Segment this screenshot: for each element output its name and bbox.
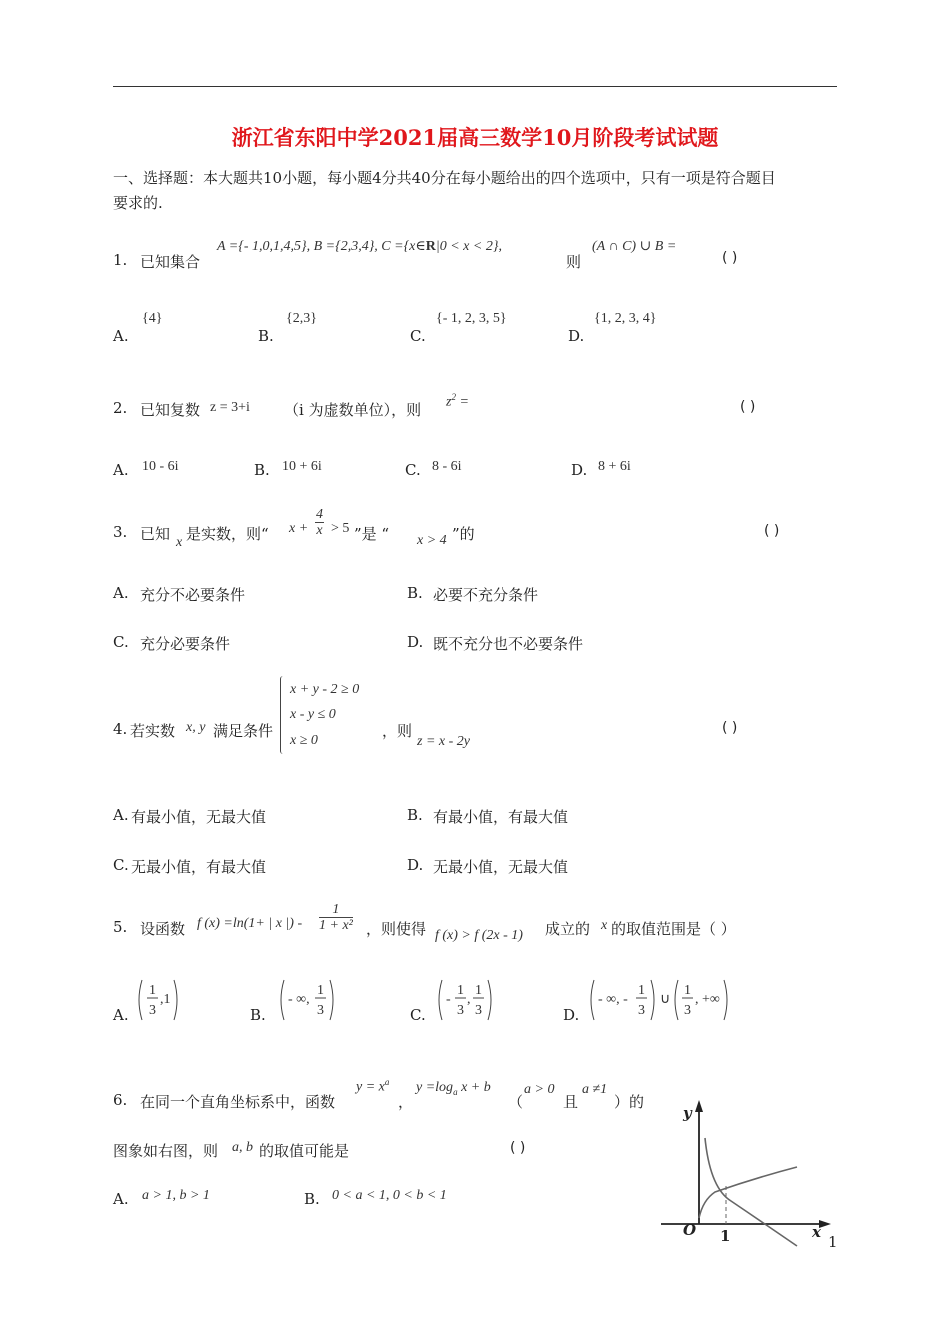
q3-text-real: 是实数，则“ bbox=[186, 525, 269, 543]
q4-option-a-value: 有最小值，无最大值 bbox=[131, 808, 267, 826]
graph-y-arrow bbox=[695, 1100, 703, 1112]
q3-text-is: ”是 “ bbox=[354, 525, 390, 543]
q6-option-a-value: a > 1, b > 1 bbox=[142, 1188, 210, 1203]
section-instructions-line2: 要求的. bbox=[113, 194, 163, 212]
q4-text: 若实数 bbox=[130, 722, 176, 740]
q6-cond-close: ）的 bbox=[614, 1093, 645, 1111]
q1-option-d-label: D. bbox=[568, 327, 585, 345]
svg-text:1: 1 bbox=[457, 983, 464, 998]
graph-x-label: x bbox=[812, 1223, 821, 1241]
q1-expression: (A ∩ C) ∪ B = bbox=[592, 239, 677, 254]
svg-text:-: - bbox=[446, 992, 451, 1007]
q3-answer-paren: ( ) bbox=[764, 523, 780, 539]
q6-line2-text: 图象如右图，则 bbox=[113, 1142, 219, 1160]
q6-cond-a-positive: a > 0 bbox=[524, 1082, 555, 1097]
svg-text:3: 3 bbox=[638, 1003, 645, 1018]
page-number: 1 bbox=[828, 1233, 838, 1251]
q5-text-holds: 成立的 bbox=[545, 920, 591, 938]
q4-constraint-3: x ≥ 0 bbox=[290, 733, 318, 748]
header-rule bbox=[113, 86, 837, 87]
svg-text:- ∞, -: - ∞, - bbox=[598, 992, 628, 1007]
q2-z-squared: $z^2$ = bbox=[446, 392, 469, 410]
q3-option-c-label: C. bbox=[113, 633, 129, 651]
q1-answer-paren: ( ) bbox=[722, 250, 738, 266]
page-title: 浙江省东阳中学2021届高三数学10月阶段考试试题 bbox=[231, 125, 719, 150]
q4-answer-paren: ( ) bbox=[722, 720, 738, 736]
svg-text:1: 1 bbox=[149, 983, 156, 998]
q1-option-c-value: {- 1, 2, 3, 5} bbox=[436, 311, 507, 326]
q6-line2-text-b: 的取值可能是 bbox=[259, 1142, 350, 1160]
q1-option-a-value: {4} bbox=[142, 311, 163, 326]
q4-option-b-label: B. bbox=[407, 806, 423, 824]
q6-power-function: $y = x^a$ bbox=[356, 1077, 390, 1095]
q3-option-c-value: 充分必要条件 bbox=[140, 635, 231, 653]
q3-fraction: $\frac{4}{x}$ bbox=[316, 507, 323, 538]
q5-option-c-label: C. bbox=[410, 1006, 426, 1024]
q2-complex-number: z = 3+i bbox=[210, 400, 250, 415]
q5-option-b-label: B. bbox=[250, 1006, 266, 1024]
q4-option-a-label: A. bbox=[113, 806, 129, 824]
q6-option-b-value: 0 < a < 1, 0 < b < 1 bbox=[332, 1188, 447, 1203]
q6-comma: ， bbox=[398, 1093, 414, 1111]
svg-text:,: , bbox=[467, 992, 471, 1007]
q2-text: 已知复数 bbox=[140, 401, 201, 419]
q4-option-d-label: D. bbox=[407, 856, 424, 874]
q2-option-b-value: 10 + 6i bbox=[282, 459, 322, 474]
svg-text:∪: ∪ bbox=[660, 992, 671, 1007]
section-instructions-line1: 一、选择题：本大题共10小题，每小题4分共40分在每小题给出的四个选项中，只有一项是符合题目 bbox=[113, 169, 776, 187]
q5-inequality: f (x) > f (2x - 1) bbox=[435, 928, 523, 943]
svg-text:,1: ,1 bbox=[160, 992, 171, 1007]
svg-text:3: 3 bbox=[475, 1003, 482, 1018]
q4-brace bbox=[280, 676, 283, 754]
graph-y-label: y bbox=[683, 1104, 692, 1122]
q2-number: 2. bbox=[113, 399, 128, 417]
q6-cond-open: （ bbox=[508, 1093, 524, 1111]
svg-text:, +∞: , +∞ bbox=[695, 992, 720, 1007]
q5-number: 5. bbox=[113, 918, 128, 936]
graph-log-curve bbox=[705, 1138, 797, 1246]
q1-then: 则 bbox=[566, 253, 582, 271]
q2-option-c-value: 8 - 6i bbox=[432, 459, 462, 474]
q3-var-x: x bbox=[176, 535, 183, 550]
svg-text:3: 3 bbox=[684, 1003, 691, 1018]
q2-answer-paren: ( ) bbox=[740, 399, 756, 415]
q1-option-d-value: {1, 2, 3, 4} bbox=[594, 311, 657, 326]
q3-text-known: 已知 bbox=[140, 525, 171, 543]
q1-sets: A ={- 1,0,1,4,5}, B ={2,3,4}, C ={x∈R|0 < x < 2}, bbox=[217, 239, 502, 254]
q3-option-a-value: 充分不必要条件 bbox=[140, 586, 246, 604]
q6-answer-paren: ( ) bbox=[510, 1140, 526, 1156]
q2-option-b-label: B. bbox=[254, 461, 270, 479]
q6-log-function: $y =\log_a$ x + b bbox=[416, 1080, 491, 1097]
q4-then: ，则 bbox=[382, 722, 413, 740]
q6-option-b-label: B. bbox=[304, 1190, 320, 1208]
svg-text:3: 3 bbox=[317, 1003, 324, 1018]
q5-function: f (x) =ln(1+ | x |) - bbox=[197, 916, 303, 931]
svg-text:- ∞,: - ∞, bbox=[288, 992, 310, 1007]
q3-option-b-value: 必要不充分条件 bbox=[433, 586, 539, 604]
svg-text:1: 1 bbox=[638, 983, 645, 998]
svg-text:1: 1 bbox=[475, 983, 482, 998]
q3-option-a-label: A. bbox=[113, 584, 129, 602]
q5-option-intervals bbox=[136, 976, 736, 1024]
q5-fraction: $\frac{1}{\text{1 + x²}}$ bbox=[319, 902, 353, 933]
q4-constraint-2: x - y ≤ 0 bbox=[290, 707, 336, 722]
q4-vars: x, y bbox=[186, 720, 206, 735]
q1-option-b-value: {2,3} bbox=[286, 311, 317, 326]
q1-option-c-label: C. bbox=[410, 327, 426, 345]
q1-option-a-label: A. bbox=[113, 327, 129, 345]
q4-option-c-label: C. bbox=[113, 856, 129, 874]
q5-var-x: x bbox=[601, 918, 608, 933]
q5-option-d-label: D. bbox=[563, 1006, 580, 1024]
q6-number: 6. bbox=[113, 1091, 128, 1109]
q1-number: 1. bbox=[113, 251, 128, 269]
q3-condition: x > 4 bbox=[417, 533, 447, 548]
svg-text:3: 3 bbox=[457, 1003, 464, 1018]
q2-option-a-value: 10 - 6i bbox=[142, 459, 179, 474]
q2-option-c-label: C. bbox=[405, 461, 421, 479]
q4-option-b-value: 有最小值，有最大值 bbox=[433, 808, 569, 826]
q2-note: （i 为虚数单位），则 bbox=[284, 401, 422, 419]
svg-text:1: 1 bbox=[317, 983, 324, 998]
q3-option-d-label: D. bbox=[407, 633, 424, 651]
q4-number: 4. bbox=[113, 720, 128, 738]
q6-cond-a-not-one: a ≠1 bbox=[582, 1082, 608, 1097]
q3-option-d-value: 既不充分也不必要条件 bbox=[433, 635, 584, 653]
q2-option-a-label: A. bbox=[113, 461, 129, 479]
q2-option-d-label: D. bbox=[571, 461, 588, 479]
q1-text: 已知集合 bbox=[140, 253, 201, 271]
q3-option-b-label: B. bbox=[407, 584, 423, 602]
q3-text-of: ”的 bbox=[452, 525, 475, 543]
q4-constraint-1: x + y - 2 ≥ 0 bbox=[290, 682, 360, 697]
q2-option-d-value: 8 + 6i bbox=[598, 459, 631, 474]
q4-text-condition: 满足条件 bbox=[213, 722, 274, 740]
svg-text:1: 1 bbox=[684, 983, 691, 998]
q4-option-c-value: 无最小值，有最大值 bbox=[131, 858, 267, 876]
q4-objective: z = x - 2y bbox=[417, 734, 470, 749]
q6-text: 在同一个直角坐标系中，函数 bbox=[140, 1093, 336, 1111]
graph-power-curve bbox=[699, 1167, 797, 1218]
q3-inequality-rhs: > 5 bbox=[331, 521, 350, 536]
graph-tick-label: 1 bbox=[720, 1227, 731, 1245]
q5-text: 设函数 bbox=[140, 920, 186, 938]
q6-ab: a, b bbox=[232, 1140, 253, 1155]
graph-origin-label: O bbox=[683, 1221, 697, 1239]
q3-number: 3. bbox=[113, 523, 128, 541]
q5-text-range: 的取值范围是（ ） bbox=[611, 920, 736, 938]
q1-option-b-label: B. bbox=[258, 327, 274, 345]
q6-and: 且 bbox=[563, 1093, 579, 1111]
q5-option-a-label: A. bbox=[113, 1006, 129, 1024]
q3-inequality-lhs: x + bbox=[289, 521, 309, 536]
q5-then: ，则使得 bbox=[366, 920, 427, 938]
q6-option-a-label: A. bbox=[113, 1190, 129, 1208]
svg-text:3: 3 bbox=[149, 1003, 156, 1018]
q4-option-d-value: 无最小值，无最大值 bbox=[433, 858, 569, 876]
